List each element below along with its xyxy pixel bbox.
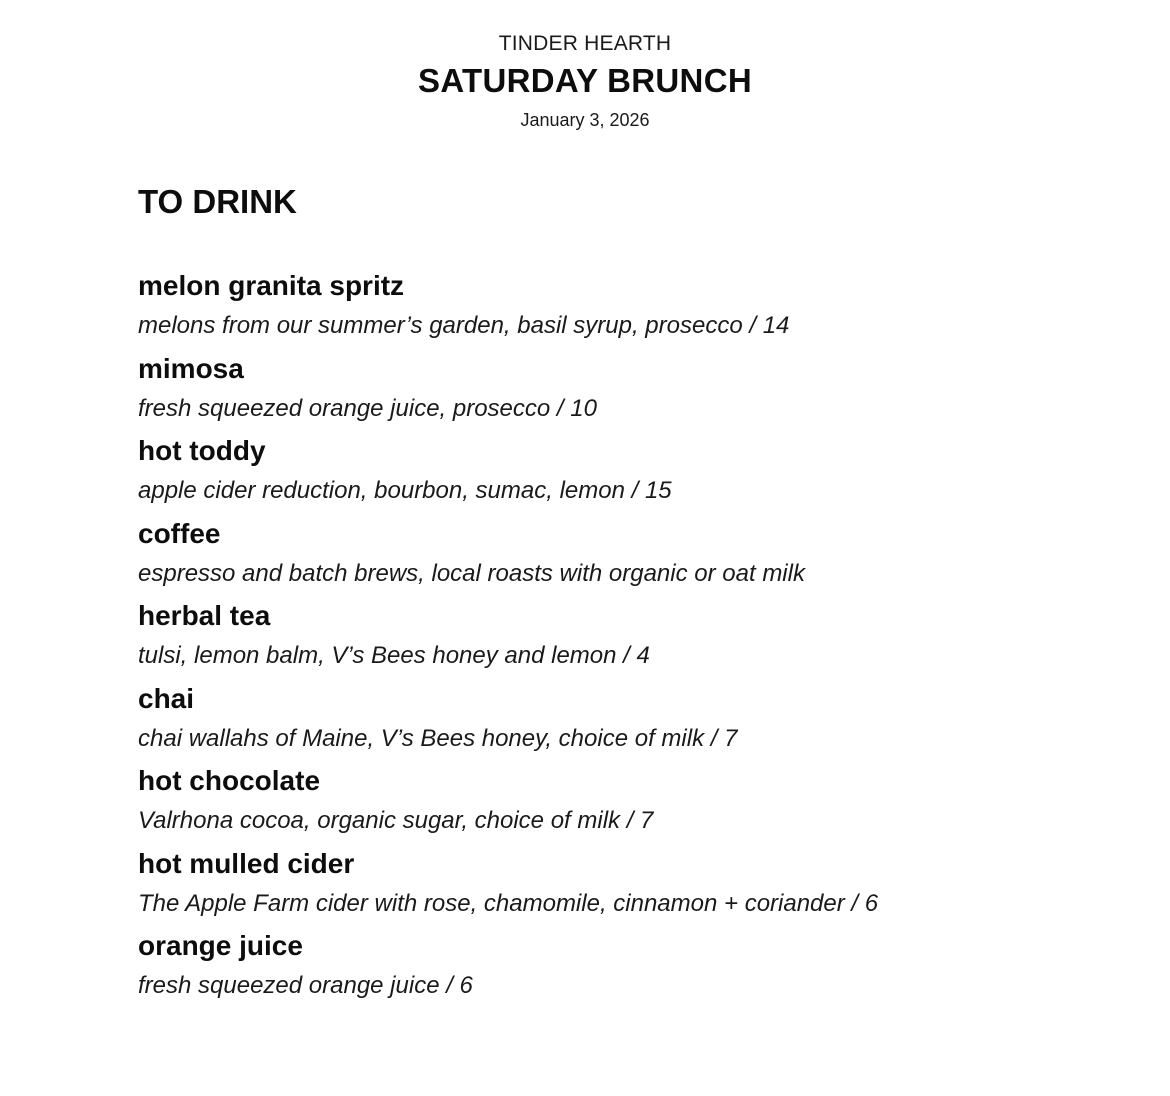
menu-item-description: fresh squeezed orange juice, prosecco / 10 [138, 394, 597, 422]
menu-item-name: hot chocolate [138, 765, 321, 796]
section-title: TO DRINK [138, 183, 297, 220]
menu-item-name: herbal tea [138, 600, 271, 631]
menu-item-name: mimosa [138, 352, 244, 384]
menu-item-name: orange juice [138, 930, 303, 961]
menu-item-name: hot mulled cider [138, 847, 355, 879]
menu-item [138, 927, 1118, 1010]
restaurant-name: TINDER HEARTH [498, 32, 672, 55]
menu-item-description: The Apple Farm cider with rose, chamomile, cinnamon + coriander / 6 [138, 889, 879, 917]
menu-item-description: Valrhona cocoa, organic sugar, choice of milk / 7 [138, 807, 654, 834]
menu-item-description: melons from our summer’s garden, basil syrup, prosecco / 14 [138, 312, 790, 339]
menu-date: January 3, 2026 [520, 110, 650, 130]
menu-item [138, 597, 1118, 680]
drink-list [138, 267, 1118, 1010]
menu-item [138, 762, 1118, 845]
menu-item-name: coffee [138, 517, 221, 549]
menu-title: SATURDAY BRUNCH [418, 62, 752, 99]
menu-item-name: chai [138, 682, 195, 714]
menu-item [138, 350, 1118, 433]
menu-item-description: fresh squeezed orange juice / 6 [138, 972, 473, 999]
menu-item [138, 515, 1118, 598]
menu-item-name: melon granita spritz [138, 270, 405, 301]
menu-item-description: espresso and batch brews, local roasts with organic or oat milk [138, 559, 805, 587]
menu-item [138, 845, 1118, 928]
menu-item [138, 432, 1118, 515]
menu-item-name: hot toddy [138, 435, 266, 466]
menu-item [138, 267, 1118, 350]
menu-item-description: apple cider reduction, bourbon, sumac, lemon / 15 [138, 477, 672, 504]
menu-item-description: tulsi, lemon balm, V’s Bees honey and lemon / 4 [138, 642, 650, 669]
menu-item-description: chai wallahs of Maine, V’s Bees honey, choice of milk / 7 [138, 724, 738, 752]
menu-item [138, 680, 1118, 763]
